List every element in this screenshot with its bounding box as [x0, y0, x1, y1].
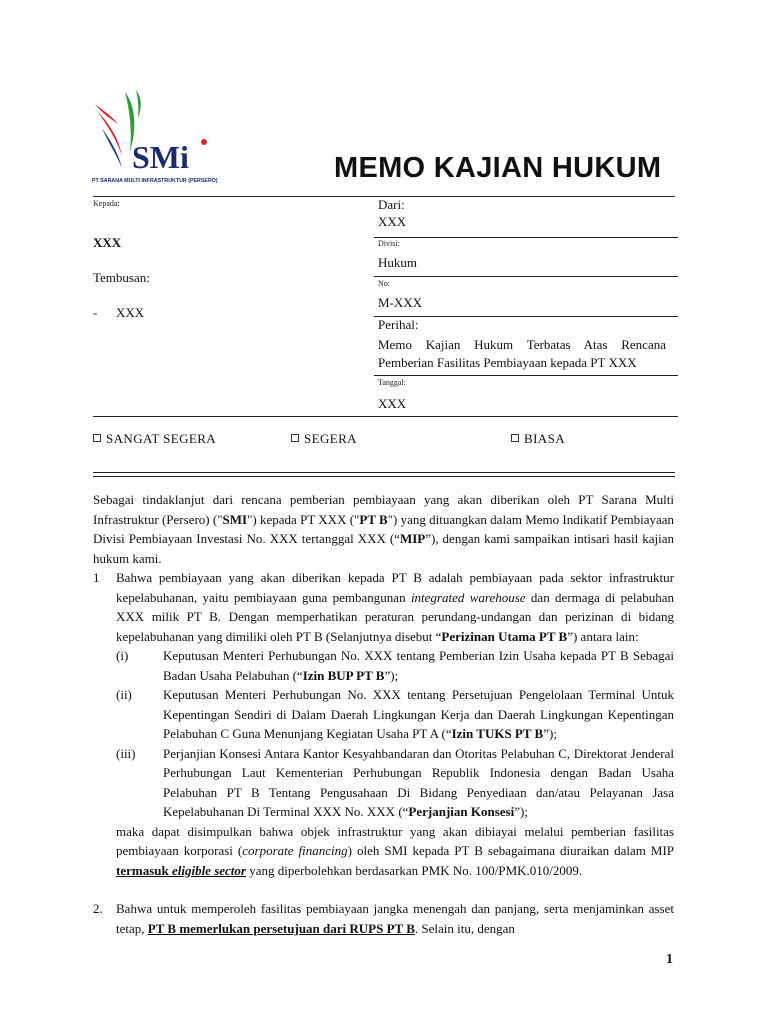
perihal-value: Memo Kajian Hukum Terbatas Atas Rencana Pemberian Fasilitas Pembiayaan kepada PT XXX — [378, 337, 666, 370]
kepada-value: XXX — [93, 235, 122, 250]
sub-item-i: (i) Keputusan Menteri Perhubungan No. XXX tentang Pemberian Izin Usaha kepada PT B Sebagai Badan Usaha Pelabuhan (“Izin BUP PT B”); — [116, 648, 674, 683]
field-divider-no — [374, 316, 678, 317]
sub-item-number: (iii) — [116, 745, 136, 761]
list-item-number: 1 — [93, 570, 100, 585]
priority-sangat-segera-label: SANGAT SEGERA — [106, 431, 217, 446]
memo-title: MEMO KAJIAN HUKUM — [334, 152, 662, 184]
priority-sangat-segera[interactable] — [93, 431, 216, 447]
smi-logo-tagline: PT SARANA MULTI INFRASTRUKTUR (PERSERO) — [92, 178, 218, 184]
page-number: 1 — [666, 952, 673, 967]
tanggal-label: Tanggal: — [378, 378, 406, 387]
list-item-number: 2. — [93, 901, 103, 916]
list-item-2-text: Bahwa untuk memperoleh fasilitas pembiayaan jangka menengah dan panjang, serta menjaminkan asset tetap, PT B memerlukan persetujuan dari RUPS PT B. Selain itu, dengan — [116, 901, 674, 936]
kepada-label: Kepada: — [93, 199, 120, 208]
sub-item-number: (ii) — [116, 687, 132, 702]
smi-logo — [92, 90, 227, 185]
sub-item-number: (i) — [116, 648, 129, 663]
priority-biasa-label: BIASA — [524, 431, 566, 446]
fields-bottom-divider — [93, 416, 678, 417]
list-item-1 — [93, 568, 674, 880]
no-value: M-XXX — [378, 295, 423, 310]
tembusan-dash: - — [93, 305, 98, 320]
list-item-1-conclusion: maka dapat disimpulkan bahwa objek infrastruktur yang akan dibiayai melalui pemberian fasilitas pembiayaan korporasi (corporate financing) oleh SMI kepada PT B sebagaimana diuraikan dalam MIP termasuk eligible sector yang diperbolehkan berdasarkan PMK No. 100/PMK.010/2009. — [116, 823, 675, 878]
sub-item-iii: (iii) Perjanjian Konsesi Antara Kantor Kesyahbandaran dan Otoritas Pelabuhan C, Direktorat Jenderal Perhubungan Laut Kementerian Perhubungan Republik Indonesia dengan Badan Usaha Pelabuhan PT B Tentang Pengusahaan Di Bidang Penyediaan dan/atau Pelayanan Jasa Kepelabuhanan Di Terminal XXX No. XXX (“Perjanjian Konsesi”); — [116, 745, 674, 819]
list-item-2 — [93, 899, 674, 938]
no-label: No: — [378, 279, 390, 288]
priority-biasa[interactable] — [511, 431, 565, 447]
smi-logo-text: SMi — [132, 139, 189, 175]
priority-segera-label: SEGERA — [304, 431, 357, 446]
divisi-value: Hukum — [378, 255, 417, 270]
smi-logo-mark-icon — [92, 90, 227, 185]
checkbox-icon[interactable] — [93, 434, 101, 442]
perihal-label: Perihal: — [378, 317, 419, 332]
intro-paragraph: Sebagai tindaklanjut dari rencana pemberian pembiayaan yang akan diberikan oleh PT Sarana Multi Infrastruktur (Persero) ("SMI") kepada PT XXX ("PT B") yang dituangkan dalam Memo Indikatif Pembiayaan Divisi Pembiayaan Investasi No. XXX tertanggal XXX (“MIP”), dengan kami sampaikan intisari hasil kajian hukum kami. — [93, 492, 675, 566]
checkbox-icon[interactable] — [291, 434, 299, 442]
field-divider-dari — [374, 237, 678, 238]
field-divider-perihal — [374, 375, 678, 376]
dari-label: Dari: — [378, 197, 405, 212]
dari-value: XXX — [378, 214, 407, 229]
tembusan-value: XXX — [116, 305, 145, 320]
sub-item-ii: (ii) Keputusan Menteri Perhubungan No. XXX tentang Persetujuan Pengelolaan Terminal Untuk Kepentingan Sendiri di Dalam Daerah Lingkungan Kerja dan Daerah Lingkungan Kepentingan Pelabuhan C Guna Menunjang Kegiatan Usaha PT A (“Izin TUKS PT B”); — [116, 687, 674, 741]
tembusan-label: Tembusan: — [93, 270, 150, 285]
checkbox-icon[interactable] — [511, 434, 519, 442]
divisi-label: Divisi: — [378, 239, 400, 248]
field-divider-divisi — [374, 276, 678, 277]
priority-double-rule-top — [93, 472, 675, 473]
priority-double-rule-bottom — [93, 476, 675, 477]
priority-segera[interactable] — [291, 431, 357, 447]
list-item-1-text: Bahwa pembiayaan yang akan diberikan kepada PT B adalah pembiayaan pada sektor infrastruktur kepelabuhanan, yaitu pembiayaan guna pembangunan integrated warehouse dan dermaga di pelabuhan XXX milik PT B. Dengan memperhatikan peraturan perundang-undangan dan perizinan di bidang kepelabuhanan yang dimiliki oleh PT B (Selanjutnya disebut “Perizinan Utama PT B”) antara lain: — [116, 570, 675, 644]
memo-body — [93, 490, 674, 938]
tanggal-value: XXX — [378, 396, 407, 411]
